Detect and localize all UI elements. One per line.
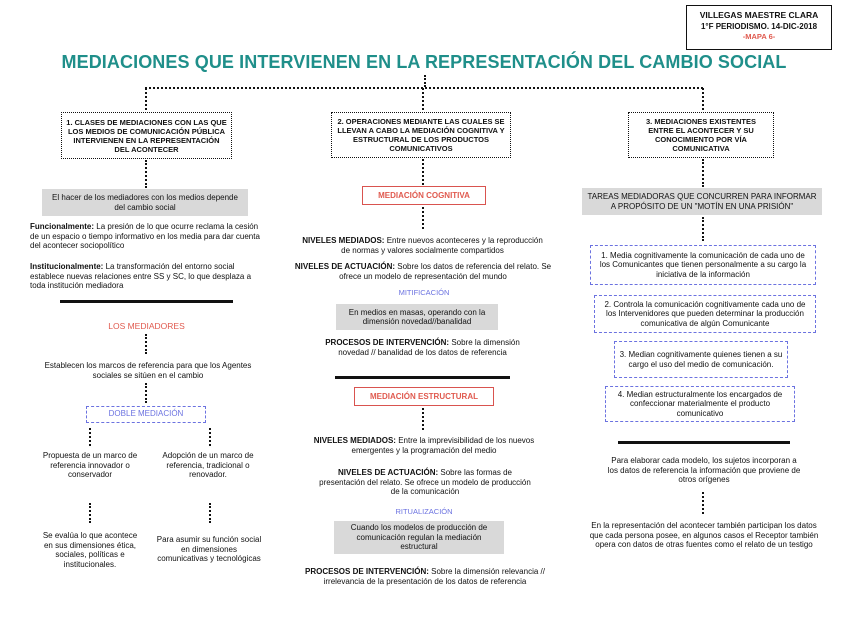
connector (422, 207, 424, 229)
connector (209, 428, 211, 446)
connector (702, 492, 704, 514)
connector (702, 217, 704, 241)
mediation-item-2: 2. Controla la comunicación cognitivamente cada uno de los Intervenidores que pueden determinar la producción comunicativa de algún Comunicante (594, 295, 816, 333)
procesos-2-text: Sobre la dimensión relevancia // irrelevancia de la presentación de los datos de referencia (323, 567, 545, 586)
connector (422, 408, 424, 430)
niveles-mediados-2-text: Entre la imprevisibilidad de los nuevos emergentes y la programación del medio (351, 436, 535, 455)
niveles-actuacion-1-text: Sobre los datos de referencia del relato. Se ofrece un modelo de representación del mundo (339, 262, 552, 281)
niveles-mediados-2 (306, 436, 542, 455)
mediation-item-3: 3. Median cognitivamente quienes tienen a su cargo el uso del medio de comunicación. (614, 341, 788, 378)
center-heading: 2. OPERACIONES MEDIANTE LAS CUALES SE LLEVAN A CABO LA MEDIACIÓN COGNITIVA Y ESTRUCTURAL DE LOS PRODUCTOS COMUNICATIVOS (331, 112, 511, 158)
right-text-2: En la representación del acontecer también participan los datos que cada persona posee, en algunos casos el Receptor también opera con datos de otras fuentes como el relato de un testigo (589, 521, 819, 549)
connector (422, 159, 424, 185)
functional-label: Funcionalmente: (30, 222, 95, 231)
mediacion-cognitiva-box: MEDIACIÓN COGNITIVA (362, 186, 486, 205)
ritualizacion-label: RITUALIZACIÓN (395, 507, 453, 516)
left-heading: 1. CLASES DE MEDIACIONES CON LAS QUE LOS MEDIOS DE COMUNICACIÓN PÚBLICA INTERVIENEN EN LA REPRESENTACIÓN DEL ACONTECER (61, 112, 232, 159)
author-name: VILLEGAS MAESTRE CLARA (699, 10, 819, 20)
procesos-1-label: PROCESOS DE INTERVENCIÓN: (325, 338, 450, 347)
institutional-text (30, 262, 266, 291)
left-gray-box: El hacer de los mediadores con los medios depende del cambio social (42, 189, 248, 216)
connector (209, 503, 211, 523)
author-box (686, 5, 832, 50)
right-text-1: Para elaborar cada modelo, los sujetos incorporan a los datos de referencia la información que proviene de otros orígenes (607, 456, 801, 484)
connector (145, 88, 147, 110)
connector (145, 160, 147, 188)
mediation-item-4: 4. Median estructuralmente los encargados de confeccionar materialmente el producto comunicativo (605, 386, 795, 422)
niveles-mediados-1-label: NIVELES MEDIADOS: (302, 236, 385, 245)
procesos-2-label: PROCESOS DE INTERVENCIÓN: (305, 567, 429, 576)
niveles-mediados-2-label: NIVELES MEDIADOS: (313, 436, 396, 445)
procesos-intervencion-2 (300, 567, 550, 586)
niveles-actuacion-1-label: NIVELES DE ACTUACIÓN: (294, 262, 396, 271)
connector (145, 334, 147, 354)
institutional-desc: La transformación del entorno social establece nuevas relaciones entre SS y SC, lo que desplaza a toda institución mediadora (30, 262, 252, 290)
right-gray-box: TAREAS MEDIADORAS QUE CONCURREN PARA INFORMAR A PROPÓSITO DE UN "MOTÍN EN UNA PRISIÓN" (582, 188, 822, 215)
niveles-actuacion-2-label: NIVELES DE ACTUACIÓN: (338, 468, 439, 477)
course-date: 1°F PERIODISMO. 14-DIC-2018 (700, 22, 818, 31)
map-number: -MAPA 6- (742, 32, 776, 41)
connector (145, 383, 147, 403)
niveles-actuacion-2 (318, 468, 532, 497)
niveles-mediados-1 (300, 236, 545, 255)
connector (702, 159, 704, 187)
connector (424, 75, 426, 87)
niveles-mediados-1-text: Entre nuevos aconteceres y la reproducción de normas y valores socialmente compartidos (341, 236, 543, 255)
connector (145, 87, 703, 89)
doble-sub-1: Propuesta de un marco de referencia innovador o conservador (42, 451, 138, 479)
functional-text (30, 222, 266, 251)
niveles-actuacion-1 (292, 262, 554, 281)
right-heading: 3. MEDIACIONES EXISTENTES ENTRE EL ACONTECER Y SU CONOCIMIENTO POR VÍA COMUNICATIVA (628, 112, 774, 158)
mediadores-label: LOS MEDIADORES (108, 321, 185, 331)
connector (89, 503, 91, 523)
doble-sub-2: Adopción de un marco de referencia, tradicional o renovador. (162, 451, 254, 479)
mediation-item-1: 1. Media cognitivamente la comunicación de cada uno de los Comunicantes que tienen personalmente a su cargo la iniciativa de la información (590, 245, 816, 285)
procesos-1-text: Sobre la dimensión novedad // banalidad de los datos de referencia (338, 338, 520, 357)
divider (60, 300, 233, 303)
niveles-actuacion-2-text: Sobre las formas de presentación del relato. Se ofrece un modelo de producción de la comunicación (319, 468, 531, 496)
institutional-label: Institucionalmente: (30, 262, 104, 271)
mitificacion-label: MITIFICACIÓN (398, 288, 450, 297)
ritualizacion-gray-box: Cuando los modelos de producción de comunicación regulan la mediación estructural (334, 521, 504, 554)
procesos-intervencion-1 (316, 338, 529, 357)
connector (422, 88, 424, 110)
doble-sub-3: Se evalúa lo que acontece en sus dimensiones ética, sociales, políticas e institucionales. (42, 531, 138, 569)
doble-mediacion-box: DOBLE MEDIACIÓN (86, 406, 206, 423)
divider (335, 376, 510, 379)
divider (618, 441, 790, 444)
functional-desc: La presión de lo que ocurre reclama la cesión de un espacio o tiempo informativo en los media para dar cuenta del acontecer sociopolítico (30, 222, 260, 250)
connector (89, 428, 91, 446)
connector (702, 88, 704, 110)
page-title: MEDIACIONES QUE INTERVIENEN EN LA REPRESENTACIÓN DEL CAMBIO SOCIAL (61, 52, 787, 72)
mediacion-estructural-box: MEDIACIÓN ESTRUCTURAL (354, 387, 494, 406)
doble-sub-4: Para asumir su función social en dimensiones comunicativas y tecnológicas (156, 535, 262, 563)
mediadores-text: Establecen los marcos de referencia para que los Agentes sociales se sitúen en el cambio (44, 361, 252, 380)
mitificacion-gray-box: En medios en masas, operando con la dimensión novedad//banalidad (336, 304, 498, 330)
